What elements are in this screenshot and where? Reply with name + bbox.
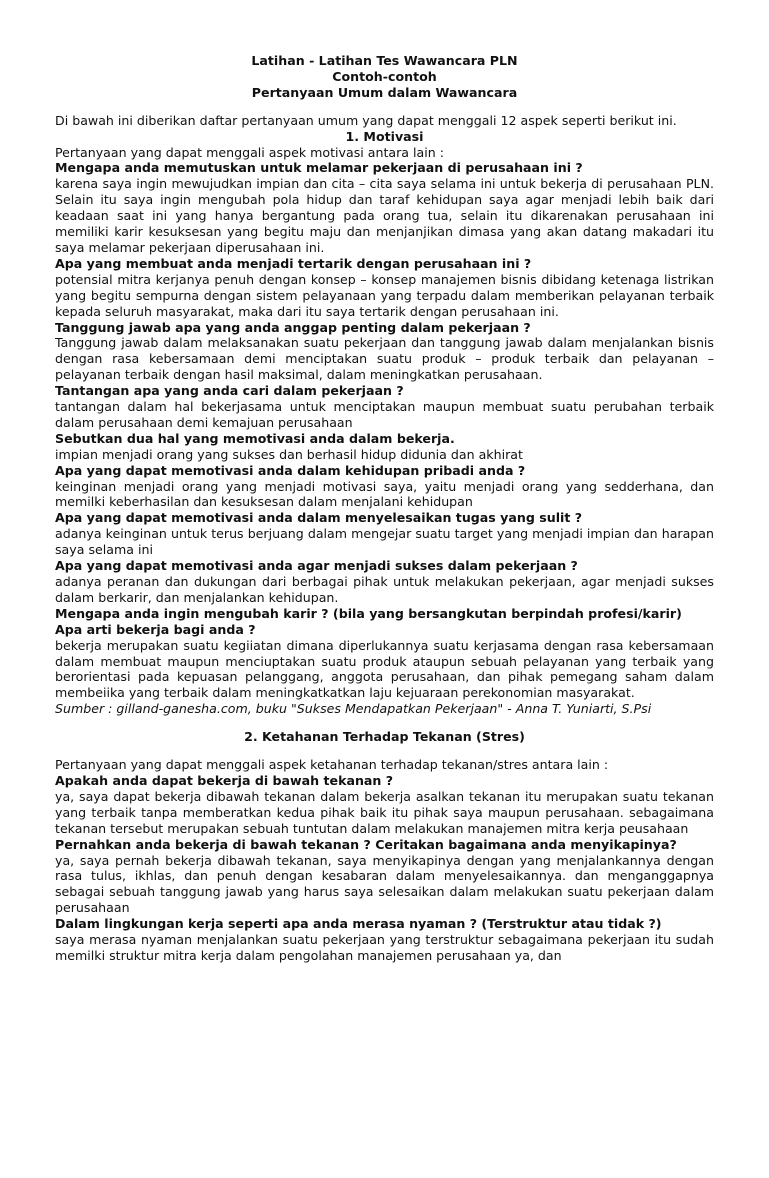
header-subtitle-2: Pertanyaan Umum dalam Wawancara: [251, 84, 518, 100]
question: Apa yang dapat memotivasi anda agar menjadi sukses dalam pekerjaan ?: [55, 558, 578, 574]
source-prefix: Sumber : gilland-ganesha.com, buku ": [55, 701, 297, 717]
answer: saya merasa nyaman menjalankan suatu pekerjaan yang terstruktur sebagaimana pekerjaan itu sudah memilki struktur mitra kerja dalam pengolahan manajemen perusahaan ya, dan: [55, 932, 714, 963]
answer: bekerja merupakan suatu kegiiatan dimana diperlukannya suatu kerjasama dengan rasa kebersamaan dalam membuat maupun menciuptakan suatu produk ataupun sebuah pelayanan yang terbaik yang berorientasi pada kepuasan pelanggang, anggota perusahaan, dan pihak pemegang saham dalam membeiika yang terbaik dalam meningkatkatkan laju kejuaraan perekonomian masyarakat.: [55, 637, 714, 701]
question: Pernahkan anda bekerja di bawah tekanan ? Ceritakan bagaimana anda menyikapinya?: [55, 836, 677, 852]
source-citation: [55, 701, 714, 717]
source-book-title: Sukses Mendapatkan Pekerjaan: [296, 701, 498, 717]
answer: karena saya ingin mewujudkan impian dan cita – cita saya selama ini untuk bekerja di perusahaan PLN. Selain itu saya ingin mengubah pola hidup dan taraf kehidupan saya agar menjadi lebih baik dari keadaan saat ini yang hanya bergantung pada orang tua, selain itu dikarenakan perusahaan ini memiliki karir kesuksesan yang begitu maju dan menjanjikan dimasa yang akan datang makadari itu saya melamar pekerjaan diperusahaan ini.: [55, 176, 714, 255]
section-lead: Pertanyaan yang dapat menggali aspek ketahanan terhadap tekanan/stres antara lain :: [55, 757, 609, 773]
section-title: 2. Ketahanan Terhadap Tekanan (Stres): [244, 729, 525, 745]
source-suffix: " - Anna T. Yuniarti, S.Psi: [497, 701, 652, 717]
question: Apa yang dapat memotivasi anda dalam menyelesaikan tugas yang sulit ?: [55, 510, 583, 526]
intro-paragraph: Di bawah ini diberikan daftar pertanyaan umum yang dapat menggali 12 aspek seperti berikut ini.: [55, 112, 677, 128]
document-header: [55, 53, 714, 101]
question: Tanggung jawab apa yang anda anggap penting dalam pekerjaan ?: [55, 319, 531, 335]
answer: potensial mitra kerjanya penuh dengan konsep – konsep manajemen bisnis dibidang ketenaga listrikan yang begitu sempurna dengan sistem pelayanaan yang terpadu dalam memberikan pelayanan terbaik kepada seluruh masyarakat, maka dari itu saya tertarik dengan perusahaan ini.: [55, 271, 714, 319]
answer: impian menjadi orang yang sukses dan berhasil hidup didunia dan akhirat: [55, 446, 523, 462]
header-title: Latihan - Latihan Tes Wawancara PLN: [251, 53, 518, 68]
spacer: [55, 745, 714, 757]
answer: tantangan dalam hal bekerjasama untuk menciptakan maupun membuat suatu perubahan terbaik dalam perusahaan demi kemajuan perusahaan: [55, 399, 714, 430]
answer: Tanggung jawab dalam melaksanakan suatu pekerjaan dan tanggung jawab dalam menjalankan bisnis dengan rasa kebersamaan demi menciptakan suatu produk – produk terbaik dan pelayanan – pelayanan terbaik dengan hasil maksimal, dalam meningkatkan perusahaan.: [55, 335, 714, 383]
question: Apakah anda dapat bekerja di bawah tekanan ?: [55, 772, 394, 788]
answer: keinginan menjadi orang yang menjadi motivasi saya, yaitu menjadi orang yang sedderhana, dan memilki keberhasilan dan kesuksesan dalam menjalani kehidupan: [55, 478, 714, 510]
answer: ya, saya dapat bekerja dibawah tekanan dalam bekerja asalkan tekanan itu merupakan suatu tekanan yang terbaik tanpa memberatkan kedua pihak baik itu pihak saya maupun perusahaan. sebagaimana tekanan tersebut merupakan sebuah tuntutan dalam melakukan manajemen mitra kerja peusahaan: [55, 788, 714, 836]
spacer: [55, 717, 714, 729]
header-subtitle: Contoh-contoh: [332, 68, 437, 84]
question: Apa yang membuat anda menjadi tertarik dengan perusahaan ini ?: [55, 255, 532, 271]
section-lead: Pertanyaan yang dapat menggali aspek motivasi antara lain :: [55, 144, 444, 160]
question: Tantangan apa yang anda cari dalam pekerjaan ?: [55, 383, 404, 399]
question: Apa yang dapat memotivasi anda dalam kehidupan pribadi anda ?: [55, 462, 526, 478]
answer: ya, saya pernah bekerja dibawah tekanan, saya menyikapinya dengan yang menjalankannya dengan rasa tulus, ikhlas, dan penuh dengan kesabaran dalam menyelesaikannya. dan menganggapnya sebagai sebuah tanggung jawab yang harus saya selesaikan dalam melakukan suatu pekerjaan dalam perusahaan: [55, 852, 714, 916]
question: Mengapa anda memutuskan untuk melamar pekerjaan di perusahaan ini ?: [55, 160, 583, 176]
question: Dalam lingkungan kerja seperti apa anda merasa nyaman ? (Terstruktur atau tidak ?): [55, 916, 662, 932]
question: Mengapa anda ingin mengubah karir ? (bila yang bersangkutan berpindah profesi/karir): [55, 605, 682, 621]
answer: adanya keinginan untuk terus berjuang dalam mengejar suatu target yang menjadi impian dan harapan saya selama ini: [55, 526, 714, 558]
question: Sebutkan dua hal yang memotivasi anda dalam bekerja.: [55, 430, 455, 446]
question: Apa arti bekerja bagi anda ?: [55, 621, 256, 637]
section-title: 1. Motivasi: [345, 128, 424, 144]
answer: adanya peranan dan dukungan dari berbagai pihak untuk melakukan pekerjaan, agar menjadi sukses dalam berkarir, dan menjalankan kehidupan.: [55, 574, 714, 605]
